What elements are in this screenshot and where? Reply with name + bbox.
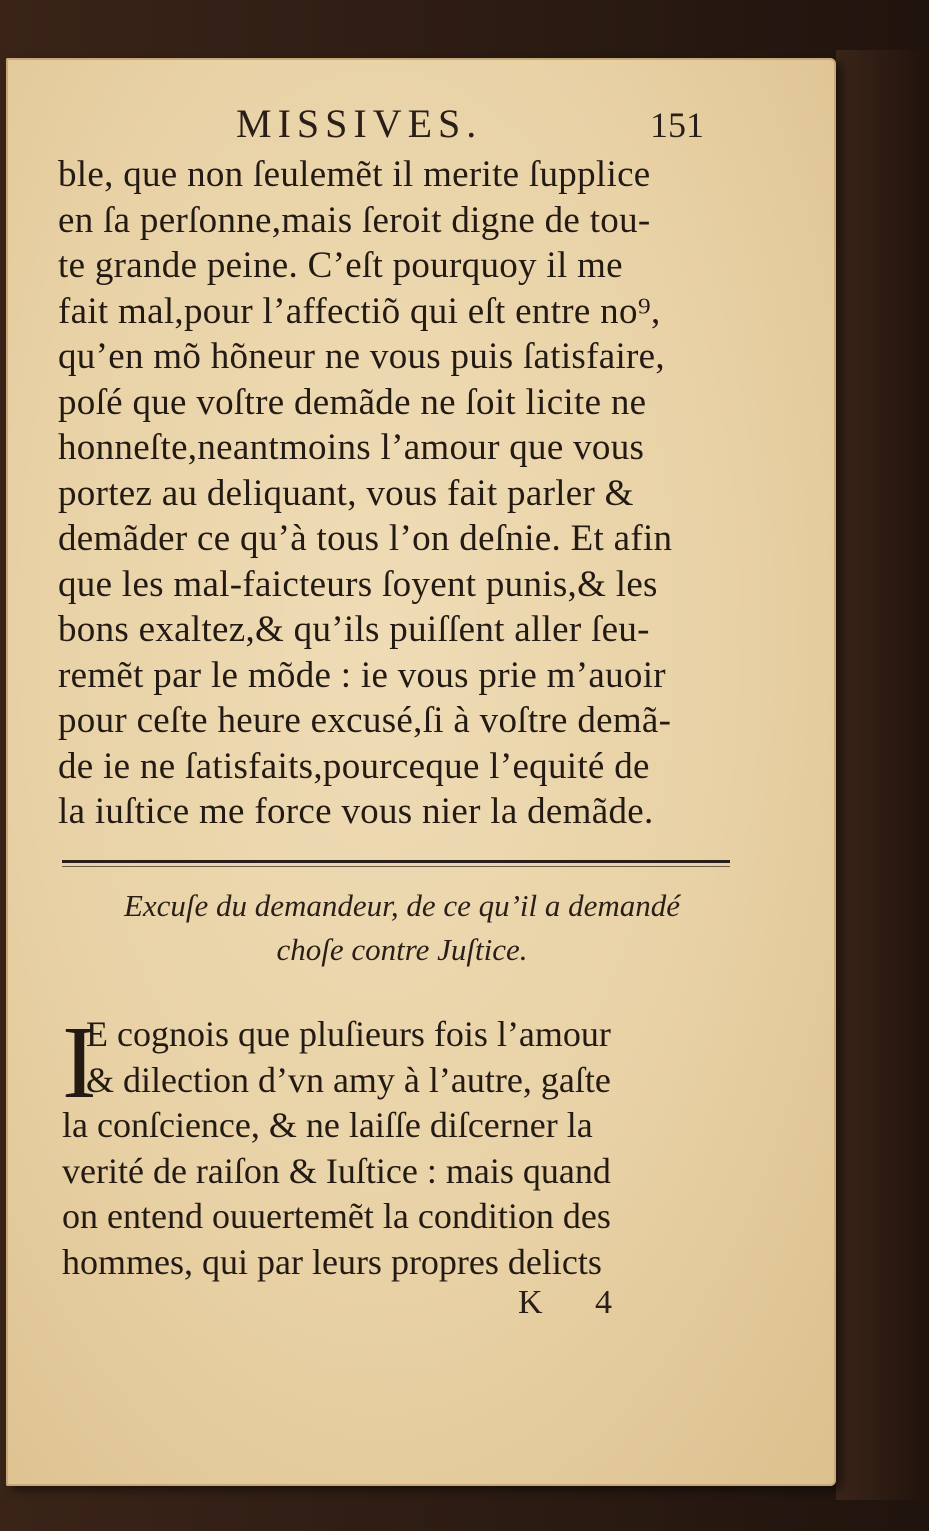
text-line: pour ceſte heure excusé,ſi à voſtre demã- [58,700,672,741]
text-line: de ie ne ſatisfaits,pourceque l’equité de [58,745,650,787]
section-body [62,1005,752,1285]
section-body-lines [62,1005,752,1285]
body-text [58,152,748,835]
text-line: bons exaltez,& qu’ils puiſſent aller ſeu- [58,609,650,650]
text-line: remẽt par le mõde : ie vous prie m’auoir [58,654,666,696]
text-line: qu’en mõ hõneur ne vous puis ſatisfaire, [58,336,665,377]
signature-mark: K 4 [518,1284,635,1321]
text-line: on entend ouuertemẽt la condition des [62,1196,611,1236]
section-heading-line: choſe contre Juſtice. [276,932,528,967]
page-number: 151 [650,105,704,145]
page-edge [836,50,929,1500]
text-line: en ſa perſonne,mais ſeroit digne de tou- [58,199,651,241]
text-line: verité de raiſon & Iuſtice : mais quand [62,1150,611,1191]
section-heading [62,884,742,972]
text-line: portez au deliquant, vous fait parler & [58,472,634,514]
section-rule-thin [62,866,730,867]
text-line: hommes, qui par leurs propres delicts [62,1241,602,1282]
text-line: honneſte,neantmoins l’amour que vous [58,427,645,468]
text-line: demãder ce qu’à tous l’on deſnie. Et afin [58,518,673,559]
section-heading-line: Excuſe du demandeur, de ce qu’il a demandé [123,888,681,923]
text-line: que les mal-faicteurs ſoyent punis,& les [58,563,658,605]
text-line: & dilection d’vn amy à l’autre, gaſte [86,1059,611,1100]
running-head: MISSIVES. [236,101,483,146]
text-line: fait mal,pour l’affectiõ qui eſt entre no⁹, [58,290,661,332]
text-line: ble, que non ſeulemẽt il merite ſupplice [58,154,651,195]
text-line: te grande peine. C’eſt pourquoy il me [58,245,623,286]
text-line: la iuſtice me force vous nier la demãde. [58,791,654,832]
text-line: E cognois que pluſieurs fois l’amour [86,1014,611,1054]
section-rule [62,860,730,863]
text-line: poſé que voſtre demãde ne ſoit licite ne [58,381,647,423]
text-line: la conſcience, & ne laiſſe diſcerner la [62,1105,593,1145]
drop-cap: I [62,1005,97,1120]
